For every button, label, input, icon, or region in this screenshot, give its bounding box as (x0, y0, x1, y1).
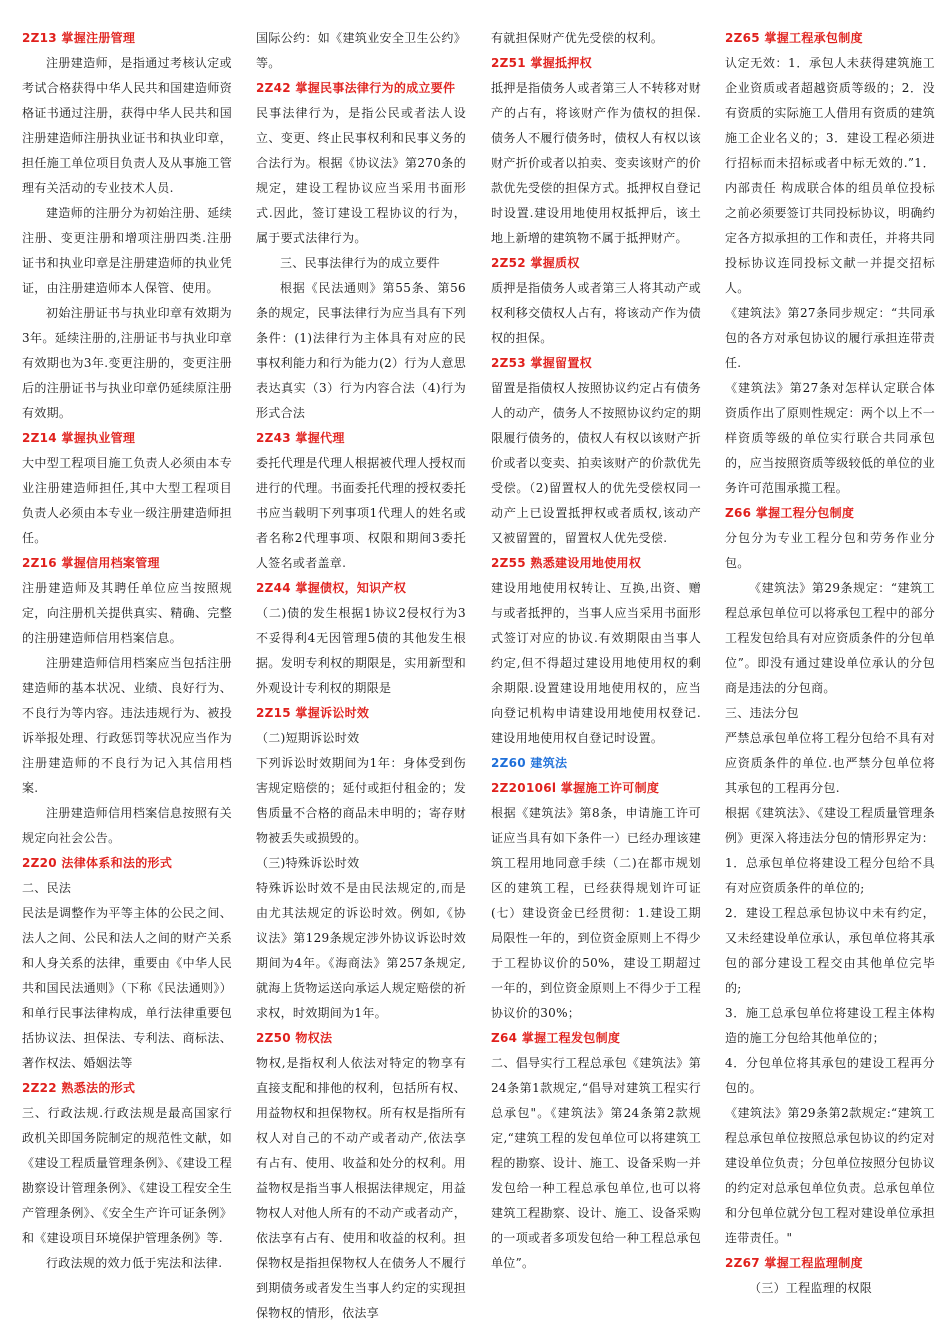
paragraph: （三）工程监理的权限 (749, 1281, 873, 1295)
column-1 (22, 26, 232, 1276)
paragraph: 4．分包单位将其承包的建设工程再分包的。 (725, 1056, 935, 1095)
section-heading: 2Z16 掌握信用档案管理 (22, 556, 160, 570)
paragraph: 《建筑法》第27条同步规定：“共同承包的各方对承包协议的履行承担连带责任. (725, 306, 935, 370)
paragraph: 建设用地使用权转让、互换,出资、赠与或者抵押的，当事人应当采用书面形式签订对应的协议.有效期限由当事人约定,但不得超过建设用地使用权的剩余期限.设置建设用地使用权的，应当向登记机构申请建设用地使用权登记.建设用地使用权自登记时设置。 (491, 581, 701, 745)
paragraph: 民事法律行为，是指公民或者法人设立、变更、终止民事权利和民事义务的合法行为。根据《协议法》第270条的规定，建设工程协议应当采用书面形式.因此，签订建设工程协议的行为，属于要式法律行为。 (256, 106, 466, 245)
section-heading: 2Z15 掌握诉讼时效 (256, 706, 370, 720)
paragraph: 二、民法 (22, 881, 72, 895)
paragraph: 根据《民法通则》第55条、第56条的规定，民事法律行为应当具有下列条件：(1)法律行为主体具有对应的民事权利能力和行为能力(2）行为人意思表达真实（3）行为内容合法（4)行为形式合法 (256, 281, 466, 420)
paragraph: 国际公约：如《建筑业安全卫生公约》等。 (256, 31, 466, 70)
paragraph: 下列诉讼时效期间为1年：身体受到伤害规定赔偿的；延付或拒付租金的；发售质量不合格的商品未申明的；寄存财物被丢失或损毁的。 (256, 756, 466, 845)
paragraph: 注册建造师信用档案应当包括注册建造师的基本状况、业绩、良好行为、不良行为等内容。违法违规行为、被投诉举报处理、行政惩罚等状况应当作为注册建造师的不良行为记入其信用档案. (22, 656, 232, 795)
column-3 (491, 26, 701, 1276)
column-4 (725, 26, 935, 1301)
section-heading: 2Z22 熟悉法的形式 (22, 1081, 136, 1095)
section-heading: 2Z20106l 掌握施工许可制度 (491, 781, 660, 795)
paragraph: 认定无效：1．承包人未获得建筑施工企业资质或者超越资质等级的；2．没有资质的实际施工人借用有资质的建筑施工企业名义的；3．建设工程必须进行招标而未招标或者中标无效的.”1．内部责任 构成联合体的组员单位投标之前必须要签订共同投标协议，明确约定各方拟承担的工作和责任，并将共同投标协议连同投标文献一并提交招标人。 (725, 56, 935, 295)
paragraph: 建造师的注册分为初始注册、延续注册、变更注册和增项注册四类.注册证书和执业印章是注册建造师的执业凭证，由注册建造师本人保管、使用。 (22, 206, 232, 295)
section-heading: 2Z14 掌握执业管理 (22, 431, 136, 445)
paragraph: 注册建造师，是指通过考核认定或考试合格获得中华人民共和国建造师资格证书通过注册，获得中华人民共和国注册建造师注册执业证书和执业印章，担任施工单位项目负责人及从事施工管理有关活动的专业技术人员. (22, 56, 232, 195)
paragraph: 初始注册证书与执业印章有效期为3年。延续注册的,注册证书与执业印章有效期也为3年.变更注册的，变更注册后的注册证书与执业印章仍延续原注册有效期。 (22, 306, 232, 420)
section-heading: 2Z60 建筑法 (491, 756, 568, 770)
section-heading: 2Z20 法律体系和法的形式 (22, 856, 173, 870)
section-heading: Z64 掌握工程发包制度 (491, 1031, 621, 1045)
section-heading: 2Z13 掌握注册管理 (22, 31, 136, 45)
section-heading: 2Z50 物权法 (256, 1031, 333, 1045)
paragraph: 三、行政法规.行政法规是最高国家行政机关即国务院制定的规范性文献，如《建设工程质量管理条例》、《建设工程勘察设计管理条例》、《建设工程安全生产管理条例》、《安全生产许可证条例》和《建设项目环境保护管理条例》等. (22, 1106, 232, 1245)
section-heading: 2Z65 掌握工程承包制度 (725, 31, 863, 45)
paragraph: （二)短期诉讼时效 (256, 731, 360, 745)
section-heading: 2Z43 掌握代理 (256, 431, 345, 445)
paragraph: 三、违法分包 (725, 706, 799, 720)
paragraph: （三)特殊诉讼时效 (256, 856, 360, 870)
section-heading: 2Z55 熟悉建设用地使用权 (491, 556, 642, 570)
paragraph: 注册建造师及其聘任单位应当按照规定，向注册机关提供真实、精确、完整的注册建造师信用档案信息。 (22, 581, 232, 645)
section-heading: 2Z44 掌握债权，知识产权 (256, 581, 407, 595)
paragraph: 分包分为专业工程分包和劳务作业分包。 (725, 531, 935, 570)
paragraph: 质押是指债务人或者第三人将其动产或权利移交债权人占有，将该动产作为债权的担保。 (491, 281, 701, 345)
paragraph: 有就担保财产优先受偿的权利。 (491, 31, 664, 45)
paragraph: 1．总承包单位将建设工程分包给不具有对应资质条件的单位的; (725, 856, 935, 895)
paragraph: 《建筑法》第27条对怎样认定联合体资质作出了原则性规定：两个以上不一样资质等级的单位实行联合共同承包的，应当按照资质等级较低的单位的业务许可范围承揽工程。 (725, 381, 935, 495)
section-heading: 2Z53 掌握留置权 (491, 356, 592, 370)
paragraph: 特殊诉讼时效不是由民法规定的,而是由尤其法规定的诉讼时效。例如,《协议法》第129条规定涉外协议诉讼时效期间为4年。《海商法》第257条规定,就海上货物运送向承运人规定赔偿的祈求权，时效期间为1年。 (256, 881, 466, 1020)
paragraph: 根据《建筑法》第8条，申请施工许可证应当具有如下条件一）已经办理该建筑工程用地同意手续（二)在都市规划区的建筑工程，已经获得规划许可证(七）建设资金已经贯彻：1.建设工期局限性一年的，到位资金原则上不得少于工程协议价的50%，建设工期超过一年的，到位资金原则上不得少于工程协议价的30%； (491, 806, 701, 1020)
paragraph: （二)债的发生根据1协议2侵权行为3不妥得利4无因管理5债的其他发生根据。发明专利权的期限是，实用新型和外观设计专利权的期限是 (256, 606, 466, 695)
paragraph: 抵押是指债务人或者第三人不转移对财产的占有，将该财产作为债权的担保.债务人不履行债务时，债权人有权以该财产折价或者以拍卖、变卖该财产的价款优先受偿的担保方式。抵押权自登记时设置.建设用地使用权抵押后，该土地上新增的建筑物不属于抵押财产。 (491, 81, 701, 245)
paragraph: 《建筑法》第29条第2款规定:“建筑工程总承包单位按照总承包协议的约定对建设单位负责；分包单位按照分包协议的约定对总承包单位负责。总承包单位和分包单位就分包工程对建设单位承担连带责任。" (725, 1106, 935, 1245)
paragraph: 物权,是指权利人依法对特定的物享有直接支配和排他的权利，包括所有权、用益物权和担保物权。所有权是指所有权人对自己的不动产或者动产,依法享有占有、使用、收益和处分的权利。用益物权是指当事人根据法律规定，用益物权人对他人所有的不动产或者动产，依法享有占有、使用和收益的权利。担保物权是指担保物权人在债务人不履行到期债务或者发生当事人约定的实现担保物权的情形，依法享 (256, 1056, 466, 1320)
paragraph: 行政法规的效力低于宪法和法律. (46, 1256, 223, 1270)
paragraph: 严禁总承包单位将工程分包给不具有对应资质条件的单位.也严禁分包单位将其承包的工程再分包. (725, 731, 935, 795)
paragraph: 根据《建筑法》、《建设工程质量管理条例》更深入将违法分包的情形界定为： (725, 806, 935, 845)
paragraph: 三、民事法律行为的成立要件 (280, 256, 440, 270)
section-heading: 2Z52 掌握质权 (491, 256, 580, 270)
section-heading: 2Z51 掌握抵押权 (491, 56, 592, 70)
column-2 (256, 26, 466, 1326)
paragraph: 委托代理是代理人根据被代理人授权而进行的代理。书面委托代理的授权委托书应当载明下列事项1代理人的姓名或者名称2代理事项、权限和期间3委托人签名或者盖章. (256, 456, 466, 570)
section-heading: 2Z42 掌握民事法律行为的成立要件 (256, 81, 456, 95)
paragraph: 留置是指债权人按照协议约定占有债务人的动产，债务人不按照协议约定的期限履行债务的，债权人有权以该财产折价或者以变卖、拍卖该财产的价款优先受偿。（2)留置权人的优先受偿权同一动产上已设置抵押权或者质权,该动产又被留置的，留置权人优先受偿. (491, 381, 701, 545)
paragraph: 《建筑法》第29条规定：“建筑工程总承包单位可以将承包工程中的部分工程发包给具有对应资质条件的分包单位”。即没有通过建设单位承认的分包商是违法的分包商。 (725, 581, 935, 695)
paragraph: 民法是调整作为平等主体的公民之间、法人之间、公民和法人之间的财产关系和人身关系的法律，重要由《中华人民共和国民法通则》（下称《民法通则》）和单行民事法律构成，单行法律重要包括协议法、担保法、专利法、商标法、著作权法、婚姻法等 (22, 906, 232, 1070)
paragraph: 3．施工总承包单位将建设工程主体构造的施工分包给其他单位的； (725, 1006, 935, 1045)
paragraph: 大中型工程项目施工负责人必须由本专业注册建造师担任,其中大型工程项目负责人必须由本专业一级注册建造师担任。 (22, 456, 232, 545)
section-heading: Z66 掌握工程分包制度 (725, 506, 855, 520)
paragraph: 注册建造师信用档案信息按照有关规定向社会公告。 (22, 806, 232, 845)
section-heading: 2Z67 掌握工程监理制度 (725, 1256, 863, 1270)
paragraph: 2．建设工程总承包协议中未有约定，又未经建设单位承认，承包单位将其承包的部分建设工程交由其他单位完毕的; (725, 906, 935, 995)
paragraph: 二、倡导实行工程总承包《建筑法》第24条第1款规定,“倡导对建筑工程实行总承包"。《建筑法》第24条第2款规定,“建筑工程的发包单位可以将建筑工程的勘察、设计、施工、设备采购一并发包给一种工程总承包单位,也可以将建筑工程勘察、设计、施工、设备采购的一项或者多项发包给一种工程总承包单位”。 (491, 1056, 701, 1270)
